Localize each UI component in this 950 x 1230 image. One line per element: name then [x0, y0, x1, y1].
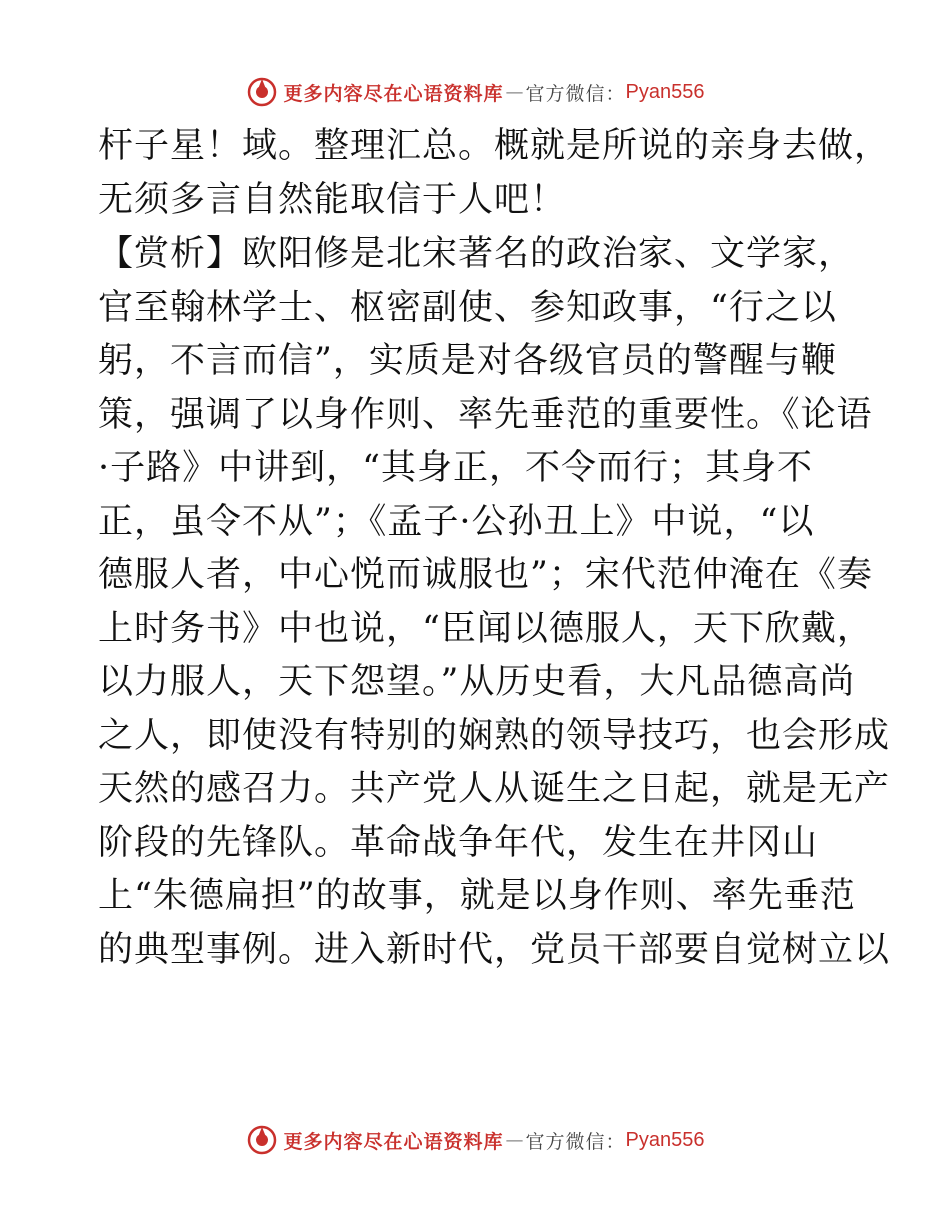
text-line: 【赏析】欧阳修是北宋著名的政治家、文学家，: [98, 234, 855, 274]
text-line: 无须多言自然能取信于人吧！: [98, 179, 567, 220]
text-line: 之人，即使没有特别的娴熟的领导技巧，也会形成: [98, 715, 891, 756]
text-line: 上“朱德扁担”的故事，就是以身作则、率先垂范: [98, 876, 856, 916]
text-line: 躬，不言而信”，实质是对各级官员的警醒与鞭: [98, 341, 837, 381]
logo-icon: [246, 76, 278, 108]
text-line: ·子路》中讲到，“其身正，不令而行；其身不: [98, 448, 814, 488]
watermark-wechat-label: 官方微信：: [525, 82, 626, 105]
text-line: 杆子星！域。整理汇总。概就是所说的亲身去做，: [98, 126, 891, 166]
watermark-site: 更多内容尽在心语资料库: [283, 1130, 504, 1153]
watermark-dash: —: [505, 81, 524, 103]
watermark-wechat-id: Pyan556: [625, 1128, 705, 1151]
text-line: 上时务书》中也说，“臣闻以德服人，天下欣戴，: [98, 608, 873, 649]
text-line: 德服人者，中心悦而诚服也”；宋代范仲淹在《奏: [98, 555, 873, 595]
watermark-site: 更多内容尽在心语资料库: [283, 82, 504, 105]
text-line: 正，虽令不从”；《孟子·公孙丑上》中说，“以: [98, 501, 815, 542]
text-line: 以力服人，天下怨望。”从历史看，大凡品德高尚: [98, 662, 856, 702]
header-watermark: [0, 72, 950, 112]
text-line: 官至翰林学士、枢密副使、参知政事，“行之以: [98, 287, 837, 328]
watermark-wechat-id: Pyan556: [625, 80, 705, 103]
logo-icon: [246, 1124, 278, 1156]
watermark-dash: —: [505, 1129, 524, 1151]
paragraph-1: [98, 120, 891, 227]
text-line: 天然的感召力。共产党人从诞生之日起，就是无产: [98, 769, 891, 809]
paragraph-2: [98, 228, 891, 977]
text-line: 策，强调了以身作则、率先垂范的重要性。《论语: [98, 394, 873, 435]
watermark-wechat-label: 官方微信：: [525, 1130, 626, 1153]
text-line: 的典型事例。进入新时代，党员干部要自觉树立以: [98, 929, 891, 970]
footer-watermark: [0, 1120, 950, 1160]
text-line: 阶段的先锋队。革命战争年代，发生在井冈山: [98, 822, 819, 863]
